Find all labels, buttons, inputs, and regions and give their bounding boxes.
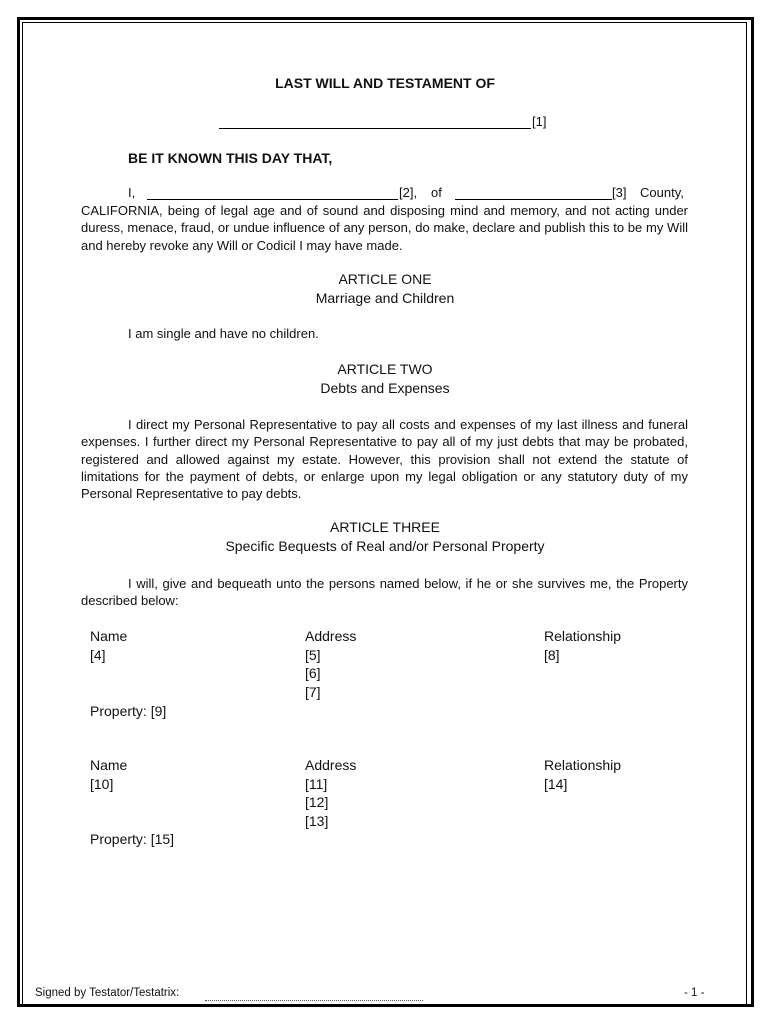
bequest-2-relationship: [14]	[544, 776, 568, 792]
bequest-2-name: [10]	[90, 776, 114, 792]
bequest-1-name-label: Name	[90, 628, 128, 644]
marker-2: [2],	[399, 185, 418, 200]
marker-1: [1]	[532, 114, 547, 129]
intro-i: I,	[128, 185, 136, 200]
intro-paragraph: CALIFORNIA, being of legal age and of sound and disposing mind and memory, and not acting under duress, menace, fraud, or undue influence of any person, do make, declare and publish this to be my Will and hereby revoke any Will or Codicil I may have made.	[81, 203, 688, 253]
intro-county: County,	[640, 185, 684, 200]
intro-of: of	[431, 185, 442, 200]
article-three-paragraph	[81, 575, 688, 610]
article-one-heading: ARTICLE ONE	[338, 271, 432, 287]
bequest-2-property: Property: [15]	[90, 831, 175, 847]
bequest-2-address-line-1: [11]	[305, 776, 328, 792]
bequest-2-address-label: Address	[305, 757, 357, 773]
article-two-heading: ARTICLE TWO	[337, 361, 433, 377]
page-number: - 1 -	[684, 987, 705, 999]
bequest-1-address-label: Address	[305, 628, 357, 644]
bequest-1-property: Property: [9]	[90, 703, 167, 719]
be-it-known-heading: BE IT KNOWN THIS DAY THAT,	[128, 150, 333, 166]
article-two-subheading: Debts and Expenses	[320, 380, 450, 396]
document-title: LAST WILL AND TESTAMENT OF	[275, 75, 495, 91]
bequest-1-address-line-1: [5]	[305, 647, 321, 663]
bequest-2-address-line-2: [12]	[305, 794, 329, 810]
testator-name-blank	[219, 128, 531, 129]
article-two-text: I direct my Personal Representative to pay all costs and expenses of my last illness and funeral expenses. I further direct my Personal Representative to pay all of my just debts that may be probated, registered and allowed against my estate. However, this provision shall not extend the statute of limitations for the payment of debts, or enlarge upon my legal obligation or any statutory duty of my Personal Representative to pay debts.	[81, 417, 688, 502]
article-one-text: I am single and have no children.	[128, 326, 319, 341]
article-three-subheading: Specific Bequests of Real and/or Personal Property	[225, 538, 545, 554]
signature-line	[205, 1000, 423, 1001]
name-blank	[147, 199, 398, 200]
bequest-1-address-line-3: [7]	[305, 684, 321, 700]
marker-3: [3]	[612, 185, 627, 200]
bequest-2-relationship-label: Relationship	[544, 757, 622, 773]
article-three-text: I will, give and bequeath unto the persons named below, if he or she survives me, the Property described below:	[81, 576, 688, 609]
bequest-1-relationship-label: Relationship	[544, 628, 622, 644]
bequest-2-address-line-3: [13]	[305, 813, 329, 829]
article-one-subheading: Marriage and Children	[315, 290, 455, 306]
bequest-1-relationship: [8]	[544, 647, 560, 663]
article-two-paragraph	[81, 416, 688, 502]
signed-by-label: Signed by Testator/Testatrix:	[35, 987, 180, 999]
bequest-2-name-label: Name	[90, 757, 128, 773]
article-three-heading: ARTICLE THREE	[330, 519, 440, 535]
bequest-1-name: [4]	[90, 647, 106, 663]
inner-border	[22, 22, 747, 1005]
county-blank	[455, 199, 612, 200]
bequest-1-address-line-2: [6]	[305, 665, 321, 681]
